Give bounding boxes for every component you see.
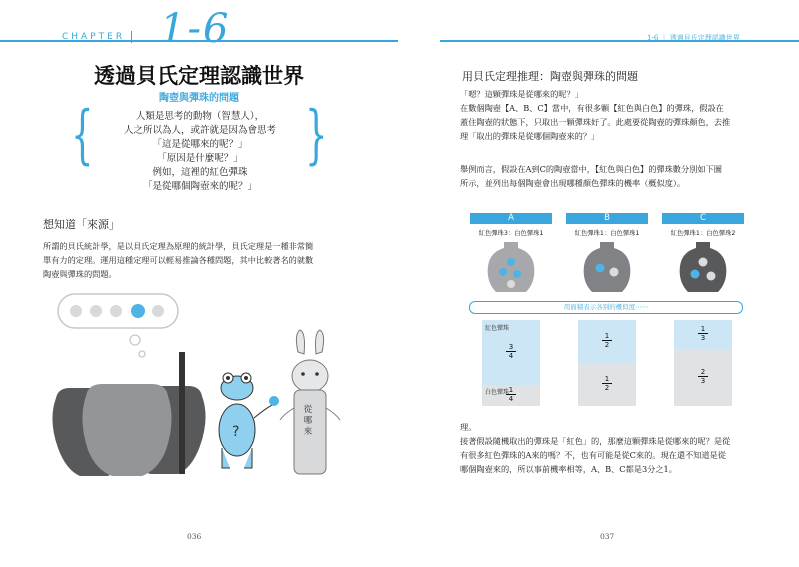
- running-head: 1-6 ｜ 透過貝氏定理認識世界: [647, 34, 740, 42]
- bubble-dot-icon: [152, 305, 164, 317]
- page-number-left: 036: [187, 532, 202, 541]
- quote-line: 人之所以為人，或許就是因為會思考: [123, 125, 276, 136]
- jar-c-icon: [680, 242, 727, 292]
- page-number-right: 037: [600, 532, 615, 541]
- fraction-red-c: 1 3: [696, 325, 710, 342]
- chapter-label: CHAPTER: [62, 32, 126, 42]
- right-paragraph-line: 所示，並列出每個陶壺會出現哪種顏色彈珠的機率（概似度）。: [460, 178, 686, 188]
- quote-line: 「是從哪個陶壺來的呢？」: [142, 181, 257, 192]
- column-b-label: B: [566, 213, 648, 224]
- right-paragraph-line: 有很多紅色彈珠的A來的嗎？不，也有可能是從C來的。現在還不知道是從: [460, 450, 726, 460]
- jars-and-characters-illustration: [40, 290, 360, 480]
- jar-icon: [82, 384, 171, 476]
- bubble-marble-icon: [131, 304, 145, 318]
- left-paragraph-line: 所謂的貝氏統計學，是以貝氏定理為原理的統計學，貝氏定理是一種非常簡: [43, 241, 314, 251]
- likelihood-bar-b: [578, 320, 636, 406]
- bubble-dot-icon: [110, 305, 122, 317]
- right-paragraph-line: 接著假設隨機取出的彈珠是「紅色」的，那麼這顆彈珠是從哪來的呢？是從: [460, 436, 731, 446]
- red-area-label: 紅色彈珠: [485, 325, 510, 332]
- likelihood-band-text: 用面積表示各別的概似度⋯⋯: [563, 303, 649, 311]
- page-title: 透過貝氏定理認識世界: [94, 63, 304, 88]
- frog-question-mark: ?: [232, 424, 240, 440]
- right-paragraph-line: 在數個陶壺【A、B、C】當中，有很多顆【紅色與白色】的彈珠，假設在: [460, 103, 724, 113]
- fraction-red-a: 3 4: [504, 343, 518, 360]
- right-paragraph-line: 理。: [460, 422, 477, 432]
- left-brace-icon: {: [71, 98, 94, 172]
- fraction-white-b: 1 2: [600, 375, 614, 392]
- quote-line: 「原因是什麼呢？」: [157, 153, 243, 164]
- rabbit-character: [280, 330, 340, 474]
- likelihood-bar-c: [674, 320, 732, 406]
- right-paragraph-line: 「嗯？這顆彈珠是從哪來的呢？」: [460, 89, 583, 99]
- left-paragraph-line: 單有力的定理。運用這種定理可以輕易推論各種問題，其中比較著名的就數: [43, 255, 314, 265]
- bubble-dot-icon: [90, 305, 102, 317]
- right-paragraph-line: 哪個陶壺來的，所以事前機率相等，A、B、C都是3分之1。: [460, 464, 677, 474]
- column-c-label: C: [662, 213, 744, 224]
- chapter-divider: [131, 31, 132, 43]
- divider-post: [179, 352, 185, 474]
- frog-character: [219, 373, 279, 468]
- jar-b-icon: [584, 242, 631, 292]
- chapter-number: 1-6: [160, 6, 231, 52]
- bubble-dot-icon: [70, 305, 82, 317]
- section-heading: 想知道「來源」: [43, 218, 120, 231]
- right-paragraph-line: 理「取出的彈珠是從哪個陶壺來的？」: [460, 131, 600, 141]
- fraction-white-a: 1 4: [504, 386, 518, 403]
- fraction-red-b: 1 2: [600, 332, 614, 349]
- bubble-tail-icon: [139, 351, 145, 357]
- left-paragraph-line: 陶壺與彈珠的問題。: [43, 269, 117, 279]
- quote-line: 例如，這裡的紅色彈珠: [152, 167, 248, 178]
- column-a-caption: 紅色彈珠3：白色彈珠1: [478, 230, 544, 237]
- rabbit-speech-text: 從哪來: [303, 405, 313, 437]
- header-rule-right: [440, 40, 799, 42]
- fraction-white-c: 2 3: [696, 368, 710, 385]
- right-brace-icon: }: [305, 98, 328, 172]
- white-area-label: 白色彈珠: [485, 389, 510, 396]
- red-marble-icon: [269, 396, 279, 406]
- jars-figure: [470, 238, 746, 298]
- likelihood-bar-a: [482, 320, 540, 406]
- right-heading: 用貝氏定理推理：陶壺與彈珠的問題: [462, 70, 638, 83]
- right-paragraph-line: 蓋住陶壺的狀態下，只取出一顆彈珠好了。此處要從陶壺的彈珠顏色，去推: [460, 117, 731, 127]
- page-subtitle: 陶壺與彈珠的問題: [159, 93, 239, 104]
- quote-line: 「這是從哪來的呢？」: [152, 139, 248, 150]
- bubble-tail-icon: [130, 335, 140, 345]
- column-c-caption: 紅色彈珠1：白色彈珠2: [670, 230, 736, 237]
- column-b-caption: 紅色彈珠1：白色彈珠1: [574, 230, 640, 237]
- column-a-label: A: [470, 213, 552, 224]
- quote-line: 人類是思考的動物（智慧人），: [135, 111, 265, 122]
- jar-a-icon: [488, 242, 535, 292]
- right-paragraph-line: 舉例而言，假設在A到C的陶壺當中，【紅色與白色】的彈珠數分別如下圖: [460, 164, 722, 174]
